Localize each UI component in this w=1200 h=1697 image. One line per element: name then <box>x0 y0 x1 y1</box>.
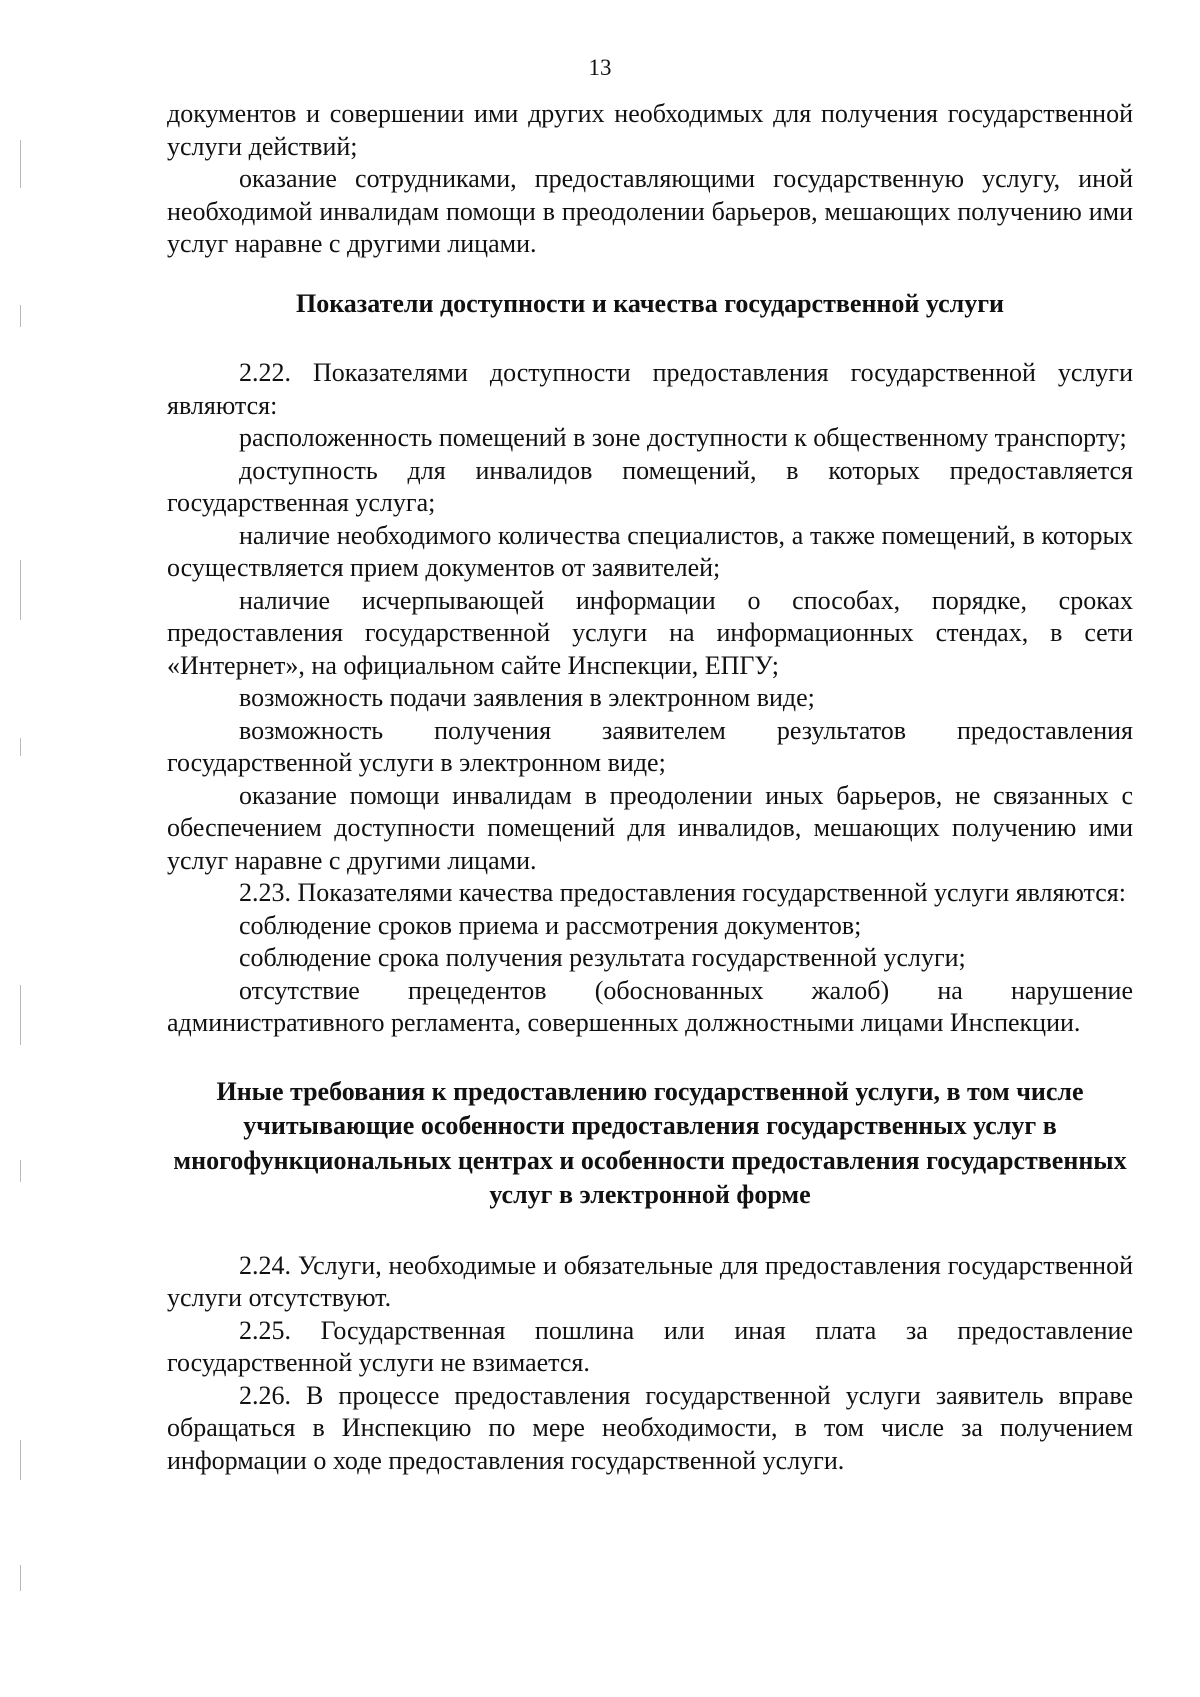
paragraph: возможность получения заявителем результатов предоставления государственной услуги в электронном виде; <box>167 715 1133 777</box>
paragraph: 2.22. Показателями доступности предоставления государственной услуги являются: <box>167 358 1133 420</box>
scan-mark <box>20 1160 21 1182</box>
paragraph: документов и совершении ими других необходимых для получения государственной услуги действий; <box>167 99 1133 161</box>
paragraph: наличие необходимого количества специалистов, а также помещений, в которых осуществляется прием документов от заявителей; <box>167 520 1133 582</box>
scan-mark <box>20 1440 21 1480</box>
paragraph: отсутствие прецедентов (обоснованных жалоб) на нарушение административного регламента, совершенных должностными лицами Инспекции. <box>167 975 1133 1037</box>
page-number: 13 <box>588 55 612 80</box>
paragraph: соблюдение срока получения результата государственной услуги; <box>239 943 966 972</box>
paragraph: наличие исчерпывающей информации о способах, порядке, сроках предоставления государственной услуги на информационных стендах, в сети «Интернет», на официальном сайте Инспекции, ЕПГУ; <box>167 585 1133 680</box>
paragraph: 2.24. Услуги, необходимые и обязательные для предоставления государственной услуги отсутствуют. <box>167 1250 1133 1312</box>
scan-mark <box>20 140 21 188</box>
paragraph: 2.26. В процессе предоставления государственной услуги заявитель вправе обращаться в Инспекцию по мере необходимости, в том числе за получением информации о ходе предоставления государственной услуги. <box>167 1380 1133 1475</box>
paragraph: оказание сотрудниками, предоставляющими государственную услугу, иной необходимой инвалидам помощи в преодолении барьеров, мешающих получению ими услуг наравне с другими лицами. <box>167 164 1133 258</box>
paragraph: соблюдение сроков приема и рассмотрения документов; <box>239 910 862 940</box>
paragraph: возможность подачи заявления в электронном виде; <box>239 683 815 712</box>
scan-mark <box>20 560 21 620</box>
paragraph: 2.23. Показателями качества предоставления государственной услуги являются: <box>239 878 1126 907</box>
paragraph: оказание помощи инвалидам в преодолении иных барьеров, не связанных с обеспечением доступности помещений для инвалидов, мешающих получению ими услуг наравне с другими лицами. <box>167 780 1133 875</box>
scan-edge-marks <box>14 0 30 1697</box>
scan-mark <box>20 985 21 1045</box>
paragraph: 2.25. Государственная пошлина или иная плата за предоставление государственной услуги не взимается. <box>167 1315 1133 1377</box>
document-body <box>167 98 1133 1477</box>
paragraph: доступность для инвалидов помещений, в которых предоставляется государственная услуга; <box>167 455 1133 517</box>
scan-mark <box>20 305 21 327</box>
section-heading: Показатели доступности и качества государственной услуги <box>295 288 1005 318</box>
scan-mark <box>20 738 21 756</box>
paragraph: расположенность помещений в зоне доступности к общественному транспорту; <box>239 423 1127 452</box>
scan-mark <box>20 1565 21 1591</box>
section-heading: Иные требования к предоставлению государственной услуги, в том числе учитывающие особенности предоставления государственных услуг в многофункциональных центрах и особенности предоставления государственных услуг в электронной форме <box>173 1076 1127 1209</box>
